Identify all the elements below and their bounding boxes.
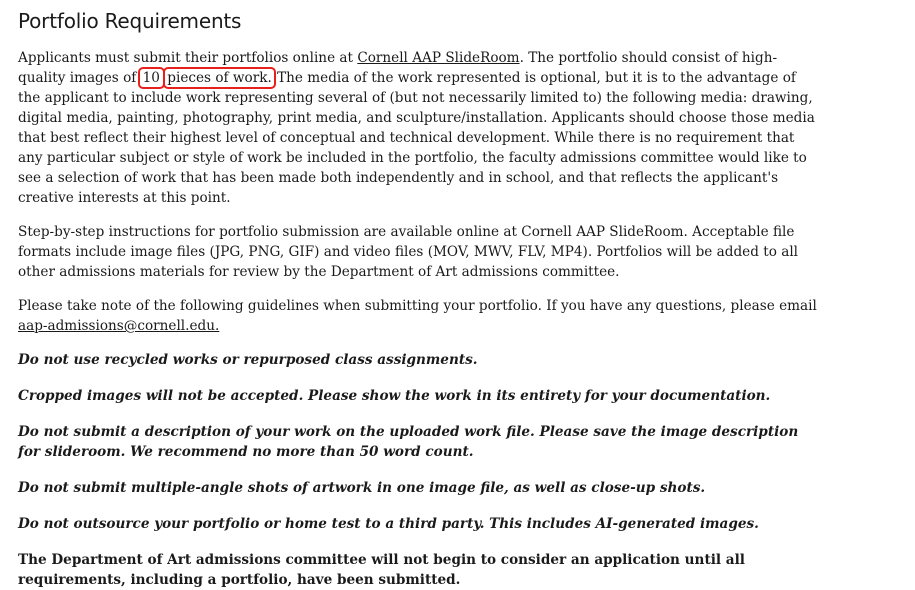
rule-multiple-angle: Do not submit multiple-angle shots of artwork in one image file, as well as close-up shots.: [18, 480, 706, 496]
admissions-email-link[interactable]: aap-admissions@cornell.edu.: [18, 318, 220, 334]
rule-no-outsourcing: Do not outsource your portfolio or home test to a third party. This includes AI-generated images.: [18, 516, 759, 532]
page-title: Portfolio Requirements: [18, 9, 242, 33]
rule-cropped-images: Cropped images will not be accepted. Please show the work in its entirety for your documentation.: [18, 388, 771, 404]
intro-paragraph: [18, 48, 818, 208]
intro-text-after-link: . The portfolio should consist of high-quality images of: [18, 50, 778, 86]
highlight-box-pieces: pieces of work.: [167, 70, 272, 86]
rule-no-description: Do not submit a description of your work on the uploaded work file. Please save the image description for slideroom. We recommend no more than 50 word count.: [18, 424, 799, 460]
portfolio-requirements-section: [18, 8, 818, 590]
rule-recycled-works: Do not use recycled works or repurposed class assignments.: [18, 352, 478, 368]
intro-text-before-link: Applicants must submit their portfolios online at: [18, 50, 358, 66]
slideroom-link[interactable]: Cornell AAP SlideRoom: [357, 50, 520, 66]
highlight-box-count: 10: [142, 70, 160, 86]
guidelines-text: Please take note of the following guidelines when submitting your portfolio. If you have any questions, please email: [18, 298, 817, 314]
closing-statement: The Department of Art admissions committee will not begin to consider an application until all requirements, including a portfolio, have been submitted.: [18, 552, 745, 588]
guidelines-paragraph: [18, 296, 818, 336]
intro-text-rest: The media of the work represented is optional, but it is to the advantage of the applicant to include work representing several of (but not necessarily limited to) the following media: drawing, digital media, painting, photography, print media, and sculpture/installation. Applicants should choose those media that best reflect their highest level of conceptual and technical development. While there is no requirement that any particular subject or style of work be included in the portfolio, the faculty admissions committee would like to see a selection of work that has been made both independently and in school, and that reflects the applicant's creative interests at this point.: [18, 70, 815, 206]
instructions-paragraph: Step-by-step instructions for portfolio submission are available online at Cornell AAP SlideRoom. Acceptable file formats include image files (JPG, PNG, GIF) and video files (MOV, MWV, FLV, MP4). Portfolios will be added to all other admissions materials for review by the Department of Art admissions committee.: [18, 224, 799, 280]
